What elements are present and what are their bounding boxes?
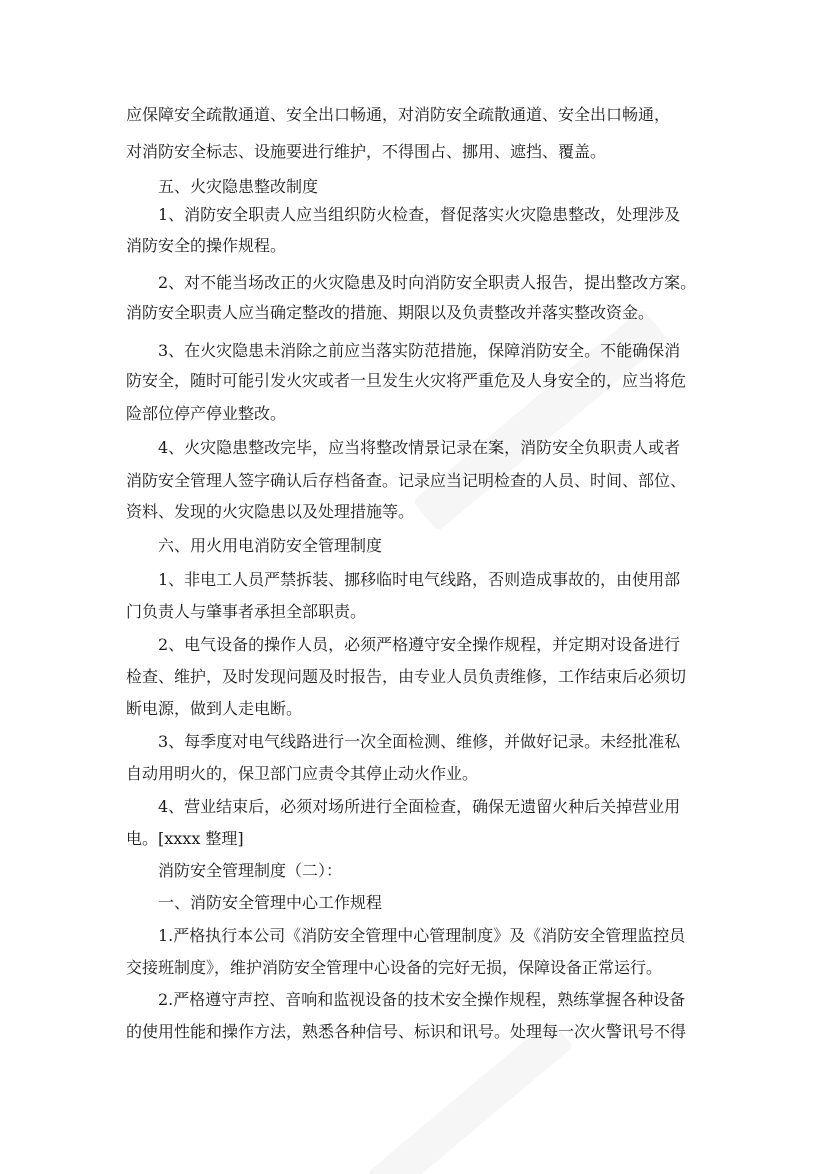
text-line: 应保障安全疏散通道、安全出口畅通，对消防安全疏散通道、安全出口畅通， bbox=[126, 105, 671, 124]
text-line: 1.严格执行本公司《消防安全管理中心管理制度》及《消防安全管理监控员 bbox=[158, 926, 686, 945]
text-line: 防安全，随时可能引发火灾或者一旦发生火灾将严重危及人身安全的，应当将危 bbox=[126, 371, 687, 390]
section-heading: 六、用火用电消防安全管理制度 bbox=[158, 536, 383, 555]
text-line: 的使用性能和操作方法，熟悉各种信号、标识和讯号。处理每一次火警讯号不得 bbox=[126, 1022, 687, 1041]
section-heading: 消防安全管理制度（二）： bbox=[158, 861, 343, 880]
text-line: 消防安全的操作规程。 bbox=[126, 236, 287, 255]
section-heading: 一、消防安全管理中心工作规程 bbox=[158, 893, 383, 912]
text-line: 断电源，做到人走电断。 bbox=[126, 699, 303, 718]
text-line: 1、消防安全职责人应当组织防火检查，督促落实火灾隐患整改，处理涉及 bbox=[158, 205, 681, 224]
text-line: 4、营业结束后，必须对场所进行全面检查，确保无遗留火种后关掉营业用 bbox=[158, 797, 681, 816]
text-line: 消防安全职责人应当确定整改的措施、期限以及负责整改并落实整改资金。 bbox=[126, 303, 655, 322]
text-line: 2、电气设备的操作人员，必须严格遵守安全操作规程，并定期对设备进行 bbox=[158, 635, 681, 654]
text-line: 消防安全管理人签字确认后存档备查。记录应当记明检查的人员、时间、部位、 bbox=[126, 471, 687, 490]
text-line: 自动用明火的，保卫部门应责令其停止动火作业。 bbox=[126, 764, 479, 783]
text-line: 电。[xxxx 整理] bbox=[126, 829, 244, 848]
text-line: 对消防安全标志、设施要进行维护，不得围占、挪用、遮挡、覆盖。 bbox=[126, 142, 607, 161]
text-line: 险部位停产停业整改。 bbox=[126, 404, 287, 423]
text-line: 交接班制度》，维护消防安全管理中心设备的完好无损，保障设备正常运行。 bbox=[126, 958, 663, 977]
section-heading: 五、火灾隐患整改制度 bbox=[158, 177, 319, 196]
text-line: 门负责人与肇事者承担全部职责。 bbox=[126, 602, 367, 621]
text-line: 4、火灾隐患整改完毕，应当将整改情景记录在案，消防安全负职责人或者 bbox=[158, 438, 681, 457]
text-line: 资料、发现的火灾隐患以及处理措施等。 bbox=[126, 502, 415, 521]
text-line: 2.严格遵守声控、音响和监视设备的技术安全操作规程，熟练掌握各种设备 bbox=[158, 990, 686, 1009]
text-line: 1、非电工人员严禁拆装、挪移临时电气线路，否则造成事故的，由使用部 bbox=[158, 570, 681, 589]
text-line: 2、对不能当场改正的火灾隐患及时向消防安全职责人报告，提出整改方案。 bbox=[158, 273, 697, 292]
text-line: 3、在火灾隐患未消除之前应当落实防范措施，保障消防安全。不能确保消 bbox=[158, 341, 681, 360]
text-line: 检查、维护，及时发现问题及时报告，由专业人员负责维修，工作结束后必须切 bbox=[126, 667, 687, 686]
text-line: 3、每季度对电气线路进行一次全面检测、维修，并做好记录。未经批准私 bbox=[158, 732, 681, 751]
